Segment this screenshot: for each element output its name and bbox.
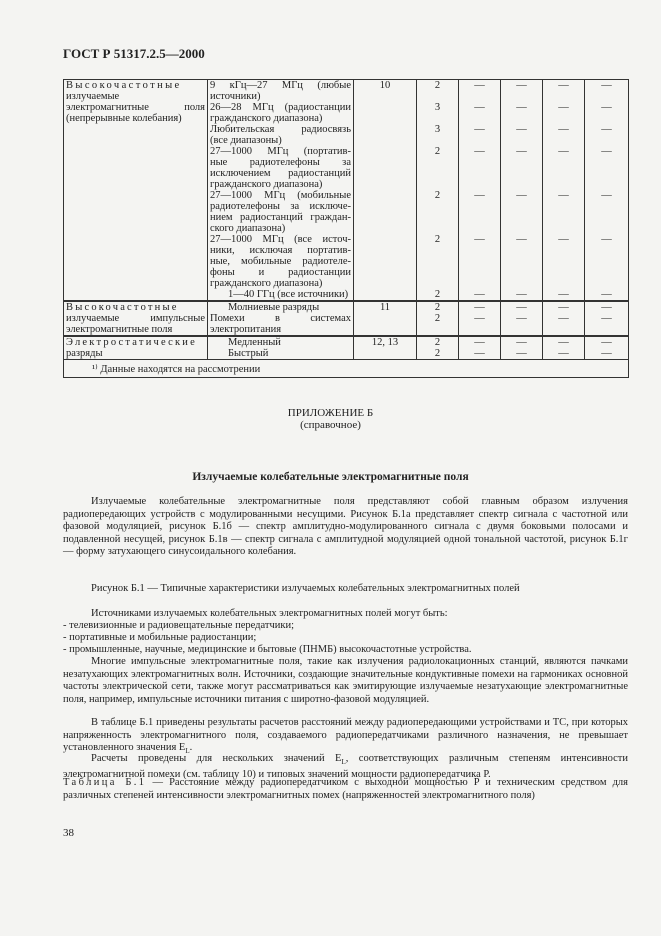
source-line: Медленный	[228, 337, 281, 348]
sources-intro: Источниками излучаемых колебательных электромагнитных полей могут быть:	[91, 608, 448, 619]
table-row	[64, 336, 629, 348]
phenomenon-cell	[64, 336, 208, 360]
dash-cell: —	[501, 301, 543, 313]
dash-cell: —	[585, 102, 629, 124]
source-line: ные, мобильные радиотеле-	[210, 256, 351, 267]
section-title: Излучаемые колебательные электромагнитные поля	[192, 471, 469, 483]
dash-cell: —	[543, 80, 585, 103]
source-line: (все диапазоны)	[210, 135, 282, 146]
dash-cell: —	[501, 190, 543, 234]
phenomenon-line: разряды	[66, 348, 103, 359]
class-cell: 2	[417, 234, 459, 289]
source-line: 27—1000 МГц (портатив-	[210, 146, 351, 157]
source-line: электропитания	[210, 324, 282, 335]
source-cell	[208, 102, 354, 124]
class-cell: 2	[417, 313, 459, 336]
dash-cell: —	[501, 336, 543, 348]
class-cell: 2	[417, 336, 459, 348]
source-line: Любительская радиосвязь	[210, 124, 351, 135]
document-header: ГОСТ Р 51317.2.5—2000	[63, 46, 205, 61]
dash-cell: —	[459, 234, 501, 289]
source-line: радиотелефоны за исключе-	[210, 201, 351, 212]
source-cell	[208, 313, 354, 336]
dash-cell: —	[501, 102, 543, 124]
source-line: 27—1000 МГц (мобильные	[210, 190, 351, 201]
source-item: - промышленные, научные, медицинские и бытовые (ПНМБ) высокочастотные устройства.	[63, 644, 472, 655]
class-cell: 2	[417, 80, 459, 103]
calculation-paragraph: Расчеты проведены для нескольких значений $E_L$, соответствующих различным степеням интенсивности электромагнитной помехи (см. таблицу 10) и типовых значений мощности радиопередатчика P.	[63, 753, 629, 780]
dash-cell: —	[585, 348, 629, 360]
source-line: гражданского диапазона)	[210, 179, 323, 190]
table-row	[64, 301, 629, 313]
phenomenon-line: Высокочастотные	[66, 80, 182, 91]
source-line: 9 кГц—27 МГц (любые	[210, 80, 351, 91]
dash-cell: —	[543, 102, 585, 124]
dash-cell: —	[585, 146, 629, 190]
source-cell	[208, 80, 354, 103]
figure-caption: Рисунок Б.1 — Типичные характеристики излучаемых колебательных электромагнитных полей	[91, 583, 520, 594]
dash-cell: —	[585, 124, 629, 146]
dash-cell: —	[585, 190, 629, 234]
source-cell	[208, 234, 354, 289]
source-cell	[208, 289, 354, 301]
dash-cell: —	[585, 313, 629, 336]
dash-cell: —	[543, 313, 585, 336]
source-cell	[208, 146, 354, 190]
dash-cell: —	[543, 234, 585, 289]
phenomenon-line: электромагнитные поля	[66, 102, 205, 113]
source-line: нием радиостанций граждан-	[210, 212, 351, 223]
table-ref-cell: 12, 13	[354, 336, 417, 360]
dash-cell: —	[459, 124, 501, 146]
dash-cell: —	[585, 336, 629, 348]
source-line: фоны и радиостанции	[210, 267, 351, 278]
table-b1-caption: Таблица Б.1 — Расстояние между радиопередатчиком с выходной мощностью P и техническим средством для различных степеней интенсивности электромагнитных помех (напряженностей электромагнитного поля)	[63, 777, 628, 801]
dash-cell: —	[501, 313, 543, 336]
source-item: - телевизионные и радиовещательные передатчики;	[63, 620, 294, 631]
source-line: Быстрый	[228, 348, 269, 359]
source-line: ники, исключая портатив-	[210, 245, 351, 256]
phenomenon-line: электромагнитные поля	[66, 324, 173, 335]
source-line: 1—40 ГГц (все источники)	[228, 289, 349, 300]
appendix-title: ПРИЛОЖЕНИЕ Б	[287, 407, 374, 419]
dash-cell: —	[459, 348, 501, 360]
dash-cell: —	[459, 146, 501, 190]
dash-cell: —	[543, 289, 585, 301]
source-cell	[208, 301, 354, 313]
source-line: 26—28 МГц (радиостанции	[210, 102, 351, 113]
table-ref-cell: 11	[354, 301, 417, 336]
class-cell: 2	[417, 348, 459, 360]
dash-cell: —	[543, 301, 585, 313]
source-line: источники)	[210, 91, 261, 102]
dash-cell: —	[585, 289, 629, 301]
dash-cell: —	[543, 348, 585, 360]
source-cell	[208, 348, 354, 360]
dash-cell: —	[585, 80, 629, 103]
dash-cell: —	[501, 80, 543, 103]
source-line: ные радиотелефоны за	[210, 157, 351, 168]
dash-cell: —	[459, 289, 501, 301]
class-cell: 2	[417, 146, 459, 190]
source-line: гражданского диапазона)	[210, 278, 323, 289]
dash-cell: —	[585, 301, 629, 313]
source-line: 27—1000 МГц (все источ-	[210, 234, 351, 245]
environment-table	[63, 79, 629, 378]
footnote-row	[64, 360, 629, 378]
source-cell	[208, 190, 354, 234]
source-item: - портативные и мобильные радиостанции;	[63, 632, 257, 643]
dash-cell: —	[501, 234, 543, 289]
source-line: исключением радиостанций	[210, 168, 351, 179]
dash-cell: —	[501, 146, 543, 190]
dash-cell: —	[543, 124, 585, 146]
dash-cell: —	[459, 102, 501, 124]
pulse-fields-paragraph: Многие импульсные электромагнитные поля, такие как излучения радиолокационных станций, являются пачками незатухающих электромагнитных волн. Источники, создающие значительные кондуктивные помехи на гармониках основной частоты электрической сети, также могут рассматриваться как эмитирующие излучаемые незатухающие электромагнитные поля, например, импульсные источники питания с широтно-фазовой модуляцией.	[63, 656, 628, 705]
source-line: ского диапазона)	[210, 223, 286, 234]
dash-cell: —	[459, 313, 501, 336]
table-ref-cell: 10	[354, 80, 417, 302]
page-number: 38	[63, 827, 74, 839]
dash-cell: —	[459, 336, 501, 348]
footnote: ¹⁾ Данные находятся на рассмотрении	[64, 360, 629, 378]
dash-cell: —	[543, 336, 585, 348]
phenomenon-line: Высокочастотные	[66, 302, 179, 313]
appendix-subtitle: (справочное)	[300, 419, 361, 431]
source-cell	[208, 336, 354, 348]
dash-cell: —	[459, 190, 501, 234]
phenomenon-line: излучаемые	[66, 91, 120, 102]
dash-cell: —	[501, 124, 543, 146]
dash-cell: —	[459, 301, 501, 313]
phenomenon-line: излучаемые импульсные	[66, 313, 205, 324]
dash-cell: —	[543, 190, 585, 234]
phenomenon-line: Электростатические	[66, 337, 197, 348]
dash-cell: —	[501, 289, 543, 301]
source-cell	[208, 124, 354, 146]
dash-cell: —	[501, 348, 543, 360]
phenomenon-line: (непрерывные колебания)	[66, 113, 182, 124]
distance-paragraph: В таблице Б.1 приведены результаты расчетов расстояний между радиопередающими устройствами и ТС, при которых напряженность электромагнитного поля, создаваемого радиопередатчиками различного назначения, не превышает установленного значения $E_L$.	[63, 717, 628, 756]
source-line: Молниевые разряды	[228, 302, 320, 313]
source-line: гражданского диапазона)	[210, 113, 323, 124]
class-cell: 2	[417, 301, 459, 313]
class-cell: 2	[417, 190, 459, 234]
phenomenon-cell	[64, 301, 208, 336]
intro-paragraph: Излучаемые колебательные электромагнитные поля представляют собой главным образом излучения радиопередающих устройств с модулированными несущими. Рисунок Б.1а представляет спектр сигнала с частотной или фазовой модуляцией, рисунок Б.1б — спектр амплитудно-модулированного сигнала с двумя боковыми полосами и подавленной несущей, рисунок Б.1в — спектр сигнала с амплитудной модуляцией одной тональной частотой, рисунок Б.1г — форму затухающего синусоидального колебания.	[63, 496, 628, 557]
source-line: Помехи в системах	[210, 313, 351, 324]
table-row	[64, 80, 629, 103]
phenomenon-cell	[64, 80, 208, 302]
dash-cell: —	[459, 80, 501, 103]
class-cell: 3	[417, 124, 459, 146]
class-cell: 3	[417, 102, 459, 124]
dash-cell: —	[543, 146, 585, 190]
class-cell: 2	[417, 289, 459, 301]
dash-cell: —	[585, 234, 629, 289]
